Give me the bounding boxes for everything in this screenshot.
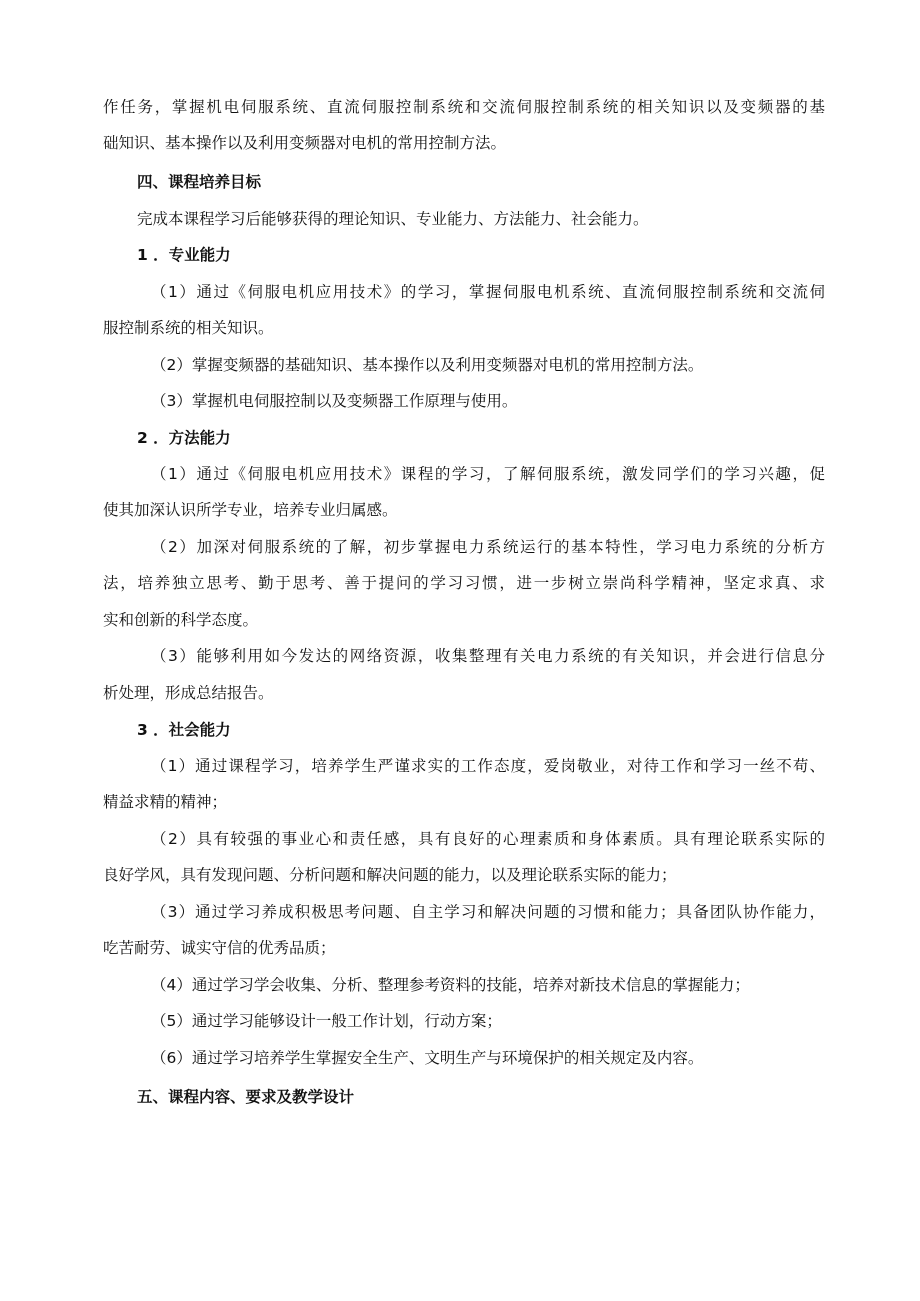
professional-item-1-line-2: 服控制系统的相关知识。 <box>103 319 274 337</box>
method-item-2-line-3: 实和创新的科学态度。 <box>103 611 259 629</box>
social-ability-heading: 3 ．社会能力 <box>137 721 231 739</box>
social-item-6: （6）通过学习培养学生掌握安全生产、文明生产与环境保护的相关规定及内容。 <box>151 1049 704 1067</box>
social-item-3-line-1: （3）通过学习养成积极思考问题、自主学习和解决问题的习惯和能力；具备团队协作能力， <box>151 903 825 921</box>
section-4-heading: 四、课程培养目标 <box>137 173 262 191</box>
social-item-2-line-1: （2）具有较强的事业心和责任感，具有良好的心理素质和身体素质。具有理论联系实际的 <box>151 830 825 848</box>
professional-item-1-line-1: （1）通过《伺服电机应用技术》的学习，掌握伺服电机系统、直流伺服控制系统和交流伺 <box>151 283 825 301</box>
professional-ability-heading: 1 ．专业能力 <box>137 246 231 264</box>
method-item-1-line-1: （1）通过《伺服电机应用技术》课程的学习，了解伺服系统，激发同学们的学习兴趣，促 <box>151 465 825 483</box>
professional-item-2: （2）掌握变频器的基础知识、基本操作以及利用变频器对电机的常用控制方法。 <box>151 356 704 374</box>
method-ability-heading: 2 ．方法能力 <box>137 429 231 447</box>
social-item-4: （4）通过学习学会收集、分析、整理参考资料的技能，培养对新技术信息的掌握能力； <box>151 976 750 994</box>
method-item-2-line-2: 法，培养独立思考、勤于思考、善于提问的学习习惯，进一步树立崇尚科学精神，坚定求真、求 <box>103 574 825 592</box>
social-item-3-line-2: 吃苦耐劳、诚实守信的优秀品质； <box>103 939 336 957</box>
method-item-3-line-2: 析处理，形成总结报告。 <box>103 684 274 702</box>
social-item-1-line-1: （1）通过课程学习，培养学生严谨求实的工作态度，爱岗敬业，对待工作和学习一丝不苟、 <box>151 757 825 775</box>
section-4-summary: 完成本课程学习后能够获得的理论知识、专业能力、方法能力、社会能力。 <box>137 210 649 228</box>
social-item-1-line-2: 精益求精的精神； <box>103 793 228 811</box>
intro-line-1: 作任务，掌握机电伺服系统、直流伺服控制系统和交流伺服控制系统的相关知识以及变频器的基 <box>103 98 825 116</box>
method-item-1-line-2: 使其加深认识所学专业，培养专业归属感。 <box>103 501 398 519</box>
method-item-2-line-1: （2）加深对伺服系统的了解，初步掌握电力系统运行的基本特性，学习电力系统的分析方 <box>151 538 825 556</box>
professional-item-3: （3）掌握机电伺服控制以及变频器工作原理与使用。 <box>151 392 518 410</box>
intro-line-2: 础知识、基本操作以及利用变频器对电机的常用控制方法。 <box>103 134 507 152</box>
social-item-2-line-2: 良好学风，具有发现问题、分析问题和解决问题的能力，以及理论联系实际的能力； <box>103 866 677 884</box>
section-5-heading: 五、课程内容、要求及教学设计 <box>137 1088 355 1106</box>
method-item-3-line-1: （3）能够利用如今发达的网络资源，收集整理有关电力系统的有关知识，并会进行信息分 <box>151 647 825 665</box>
social-item-5: （5）通过学习能够设计一般工作计划，行动方案； <box>151 1012 502 1030</box>
